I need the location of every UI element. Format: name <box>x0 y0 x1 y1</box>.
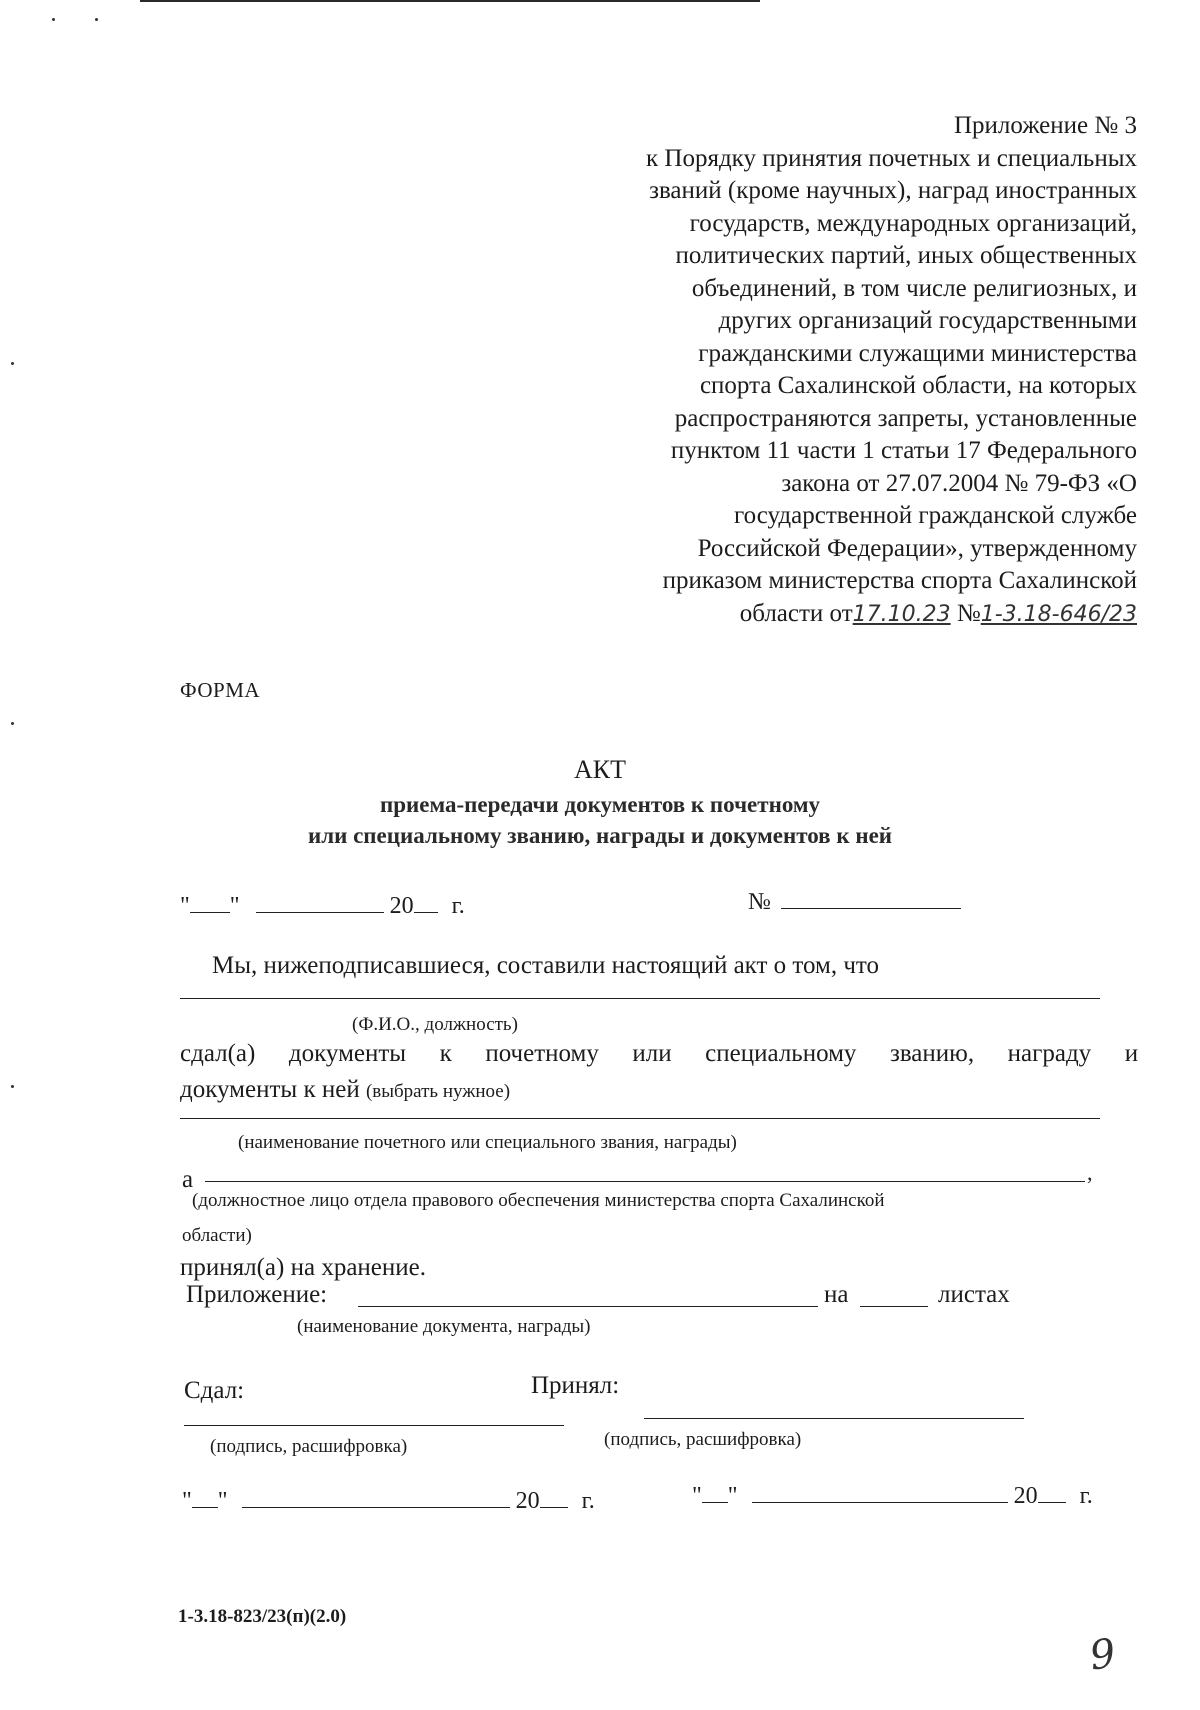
award-blank-line[interactable] <box>180 1118 1100 1119</box>
appendix-line: распространяются запреты, установленные <box>674 404 1137 432</box>
document-caption: (наименование документа, награды) <box>297 1316 591 1337</box>
act-number-field <box>748 889 961 916</box>
handed-note: (выбрать нужное) <box>365 1081 511 1102</box>
sig-right-year-blank[interactable] <box>1038 1484 1066 1503</box>
official-caption-line1: (должностное лицо отдела правового обеспечения министерства спорта Сахалинской <box>192 1190 885 1211</box>
sig-right-day-blank[interactable] <box>702 1484 728 1503</box>
handed-word: званию, <box>889 1040 975 1067</box>
appendix-line: к Порядку принятия почетных и специальных <box>646 144 1137 172</box>
sheets-blank-line[interactable] <box>860 1306 928 1307</box>
fio-blank-line[interactable] <box>180 998 1100 999</box>
number-sign: № <box>748 889 771 915</box>
scan-speck <box>11 722 14 725</box>
handed-word: почетному <box>485 1040 599 1067</box>
order-number: 1-3.18-646/23 <box>980 601 1137 627</box>
official-caption-line2: области) <box>182 1225 252 1246</box>
attachment-on: на <box>824 1281 849 1308</box>
fio-caption: (Ф.И.О., должность) <box>352 1014 518 1035</box>
accepted-label: Принял: <box>531 1372 620 1399</box>
accepted-text: принял(а) на хранение. <box>180 1254 427 1281</box>
attachment-sheets: листах <box>938 1281 1010 1308</box>
appendix-order-line <box>497 598 1137 632</box>
handed-word: или <box>632 1040 672 1067</box>
signature-right-caption: (подпись, расшифровка) <box>604 1429 802 1450</box>
day-blank[interactable] <box>190 894 230 913</box>
scan-speck <box>11 1085 14 1088</box>
appendix-title: Приложение № 3 <box>953 112 1137 139</box>
appendix-line: государственной гражданской службе <box>733 502 1137 529</box>
handed-word: награду <box>1007 1040 1092 1067</box>
sig-right-month-blank[interactable] <box>752 1484 1008 1503</box>
appendix-line: Российской Федерации», утвержденному <box>697 534 1137 562</box>
order-no-sign: № <box>956 599 981 627</box>
act-date-field: " " 20 г. <box>180 893 465 919</box>
act-number-blank[interactable] <box>781 890 961 909</box>
award-caption: (наименование почетного или специального звания, награды) <box>238 1132 737 1153</box>
attachment-label: Приложение: <box>186 1281 328 1308</box>
appendix-line: пунктом 11 части 1 статьи 17 Федерального <box>670 437 1137 464</box>
handed-word: к <box>439 1040 452 1067</box>
scan-speck <box>11 362 14 365</box>
signature-left-date: " " 20 г. <box>182 1488 595 1514</box>
page-number: 9 <box>1086 1630 1119 1680</box>
official-comma: , <box>1087 1160 1093 1185</box>
appendix-line: спорта Сахалинской области, на которых <box>699 372 1137 399</box>
official-field: а <box>182 1166 194 1193</box>
act-title: АКТ <box>574 755 626 784</box>
official-blank-line[interactable] <box>205 1181 1085 1182</box>
handed-line2: документы к ней (выбрать нужное) <box>180 1076 511 1103</box>
appendix-line: гражданскими служащими министерства <box>698 339 1137 367</box>
signature-right-date: " " 20 г. <box>692 1483 1093 1509</box>
handed-word: документы <box>288 1040 407 1067</box>
appendix-line: званий (кроме научных), наград иностранных <box>649 177 1137 204</box>
appendix-line: политических партий, иных общественных <box>675 242 1137 269</box>
handed-word: сдал(а) <box>180 1040 256 1067</box>
handed-label: Сдал: <box>184 1377 245 1404</box>
sig-left-day-blank[interactable] <box>192 1489 218 1508</box>
appendix-line: объединений, в том числе религиозных, и <box>691 274 1137 302</box>
scan-speck <box>95 18 98 21</box>
signature-right-line[interactable] <box>644 1418 1024 1419</box>
scan-speck <box>52 18 55 21</box>
appendix-line: других организаций государственными <box>718 307 1137 334</box>
year-blank[interactable] <box>414 894 438 913</box>
handed-line <box>180 1040 1138 1068</box>
sig-left-month-blank[interactable] <box>242 1489 510 1508</box>
form-label: ФОРМА <box>180 678 261 702</box>
order-prefix: области от <box>739 599 853 627</box>
document-code: 1-3.18-823/23(п)(2.0) <box>178 1606 347 1627</box>
appendix-line: закона от 27.07.2004 № 79-ФЗ «О <box>781 469 1137 497</box>
attachment-blank-line[interactable] <box>358 1306 818 1307</box>
act-subtitle-line1: приема-передачи документов к почетному <box>379 792 821 817</box>
appendix-line: государств, международных организаций, <box>689 209 1137 237</box>
order-date: 17.10.23 <box>852 601 951 627</box>
handed-word: и <box>1124 1040 1139 1067</box>
intro-text: Мы, нижеподписавшиеся, составили настоящий акт о том, что <box>212 952 880 979</box>
handed-word: специальному <box>705 1040 857 1067</box>
appendix-lines <box>497 143 1137 598</box>
appendix-header <box>497 110 1137 631</box>
scan-top-edge <box>140 0 760 2</box>
signature-left-caption: (подпись, расшифровка) <box>210 1436 408 1457</box>
signature-left-line[interactable] <box>184 1425 564 1426</box>
sig-left-year-blank[interactable] <box>540 1489 568 1508</box>
act-subtitle-line2: или специальному званию, награды и документов к ней <box>307 823 893 848</box>
month-blank[interactable] <box>256 894 384 913</box>
appendix-line: приказом министерства спорта Сахалинской <box>662 567 1137 594</box>
